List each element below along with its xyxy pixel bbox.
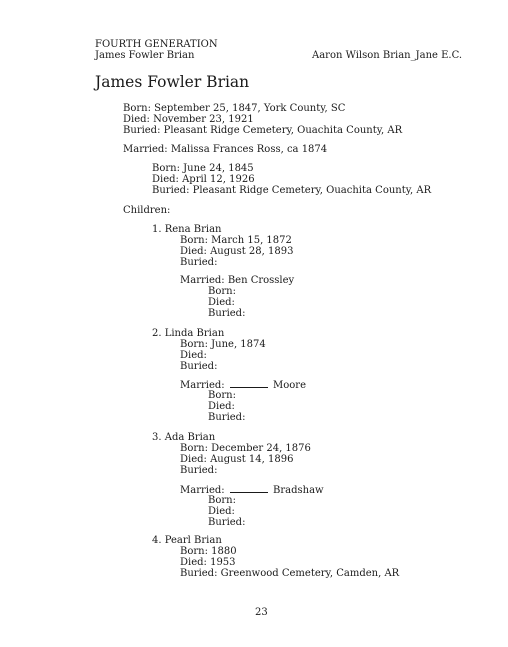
child-buried: Buried: <box>180 465 218 476</box>
person-died: Died: November 23, 1921 <box>123 114 254 125</box>
child-born: Born: 1880 <box>180 546 237 557</box>
child-spouse-buried: Buried: <box>208 517 246 528</box>
child-born: Born: March 15, 1872 <box>180 235 292 246</box>
person-born: Born: September 25, 1847, York County, SC <box>123 103 346 114</box>
child-name: 1. Rena Brian <box>152 224 222 235</box>
child-buried: Buried: <box>180 257 218 268</box>
person-married: Married: Malissa Frances Ross, ca 1874 <box>123 144 328 155</box>
child-spouse-born: Born: <box>208 286 236 297</box>
spouse-died: Died: April 12, 1926 <box>152 174 255 185</box>
child-married: Married: Ben Crossley <box>180 275 295 286</box>
child-spouse-died: Died: <box>208 401 235 412</box>
child-married <box>180 484 324 496</box>
child-spouse-died: Died: <box>208 506 235 517</box>
header-left-name: James Fowler Brian <box>95 50 195 61</box>
child-spouse-died: Died: <box>208 297 235 308</box>
child-spouse-born: Born: <box>208 390 236 401</box>
child-married-label: Married: <box>180 380 225 391</box>
child-name: 2. Linda Brian <box>152 328 225 339</box>
child-died: Died: August 14, 1896 <box>180 454 294 465</box>
child-died: Died: August 28, 1893 <box>180 246 294 257</box>
spouse-buried: Buried: Pleasant Ridge Cemetery, Ouachita County, AR <box>152 185 432 196</box>
page-title: James Fowler Brian <box>95 73 250 91</box>
page-number: 23 <box>255 607 268 618</box>
spouse-born: Born: June 24, 1845 <box>152 163 254 174</box>
child-died: Died: 1953 <box>180 557 236 568</box>
child-married-surname: Moore <box>273 380 307 391</box>
generation-heading: FOURTH GENERATION <box>95 39 218 50</box>
children-label: Children: <box>123 205 171 216</box>
child-spouse-buried: Buried: <box>208 308 246 319</box>
child-name: 3. Ada Brian <box>152 432 216 443</box>
child-born: Born: June, 1874 <box>180 339 266 350</box>
header-right-names: Aaron Wilson Brian_Jane E.C. <box>312 50 463 61</box>
child-buried: Buried: <box>180 361 218 372</box>
child-born: Born: December 24, 1876 <box>180 443 311 454</box>
child-spouse-buried: Buried: <box>208 412 246 423</box>
child-buried: Buried: Greenwood Cemetery, Camden, AR <box>180 568 400 579</box>
child-married <box>180 379 306 391</box>
person-buried: Buried: Pleasant Ridge Cemetery, Ouachita County, AR <box>123 125 403 136</box>
child-died: Died: <box>180 350 207 361</box>
child-name: 4. Pearl Brian <box>152 535 222 546</box>
blank-line <box>230 484 268 493</box>
child-married-label: Married: <box>180 485 225 496</box>
blank-line <box>230 379 268 388</box>
child-married-surname: Bradshaw <box>273 485 324 496</box>
child-spouse-born: Born: <box>208 495 236 506</box>
